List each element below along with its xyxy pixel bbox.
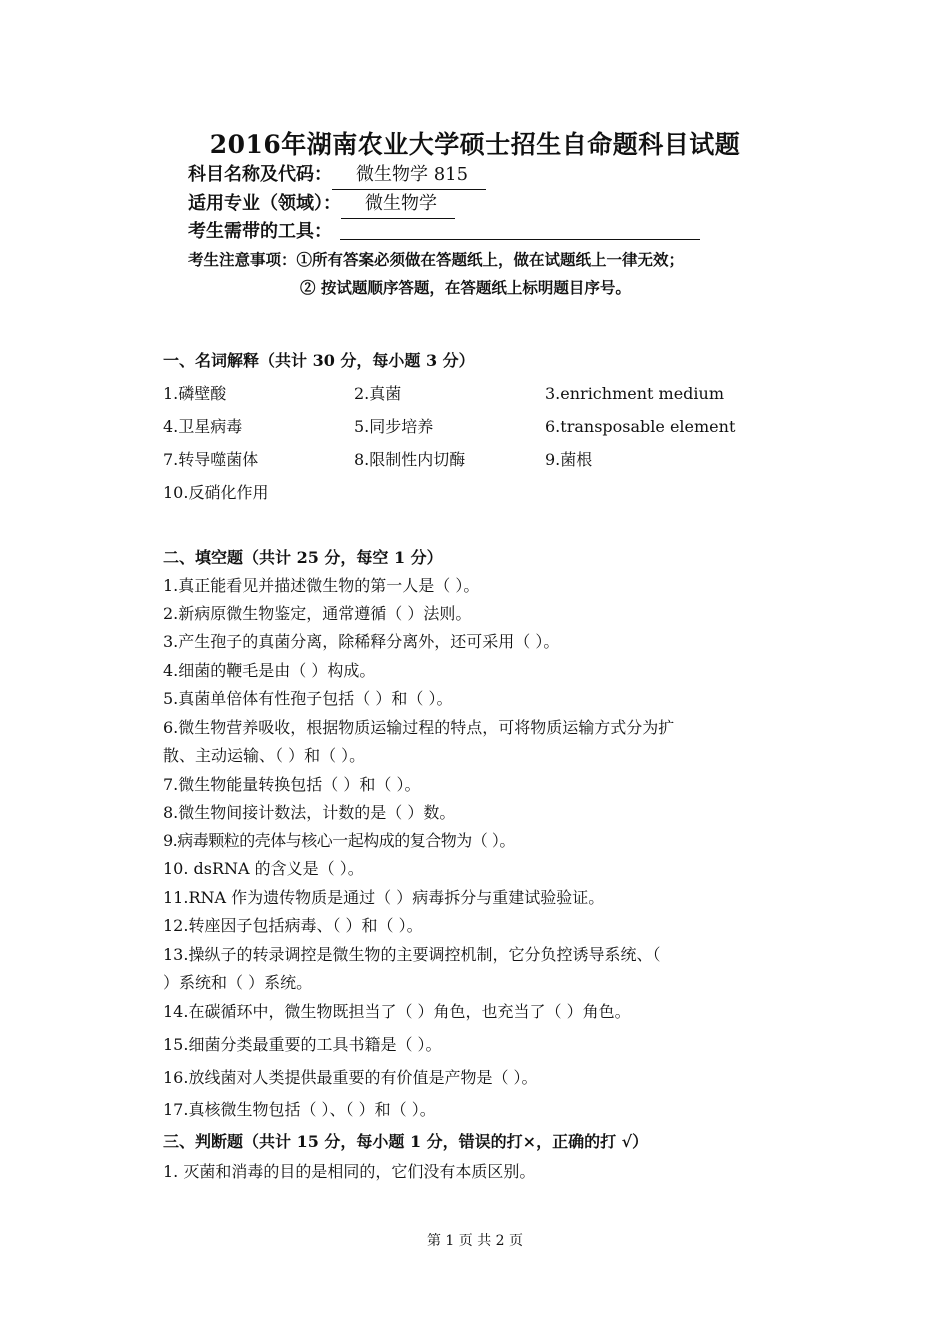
fill-question: 15.细菌分类最重要的工具书籍是（ ）。 [163, 1035, 442, 1054]
tools-blank [340, 219, 700, 240]
fill-question: 13.操纵子的转录调控是微生物的主要调控机制，它分负控诱导系统、（ [163, 945, 661, 964]
fill-question: 14.在碳循环中，微生物既担当了（ ）角色，也充当了（ ）角色。 [163, 1002, 631, 1021]
subject-row [188, 161, 486, 190]
judge-question: 1. 灭菌和消毒的目的是相同的，它们没有本质区别。 [163, 1162, 536, 1181]
fill-question: 8.微生物间接计数法，计数的是（ ）数。 [163, 803, 456, 822]
section-3-title: 三、判断题（共计 15 分，每小题 1 分，错误的打×，正确的打 √） [163, 1132, 649, 1151]
subject-value: 微生物学 815 [332, 161, 486, 190]
term-item: 1.磷壁酸 [163, 384, 227, 403]
major-row [188, 190, 455, 219]
tools-row [188, 218, 700, 246]
fill-question: 16.放线菌对人类提供最重要的有价值是产物是（ ）。 [163, 1068, 538, 1087]
term-item: 2.真菌 [354, 384, 402, 403]
term-item: 7.转导噬菌体 [163, 450, 259, 469]
notice-line-1: 考生注意事项：①所有答案必须做在答题纸上，做在试题纸上一律无效； [188, 250, 685, 269]
section-2-title: 二、填空题（共计 25 分，每空 1 分） [163, 548, 443, 567]
exam-title: 2016年湖南农业大学硕士招生自命题科目试题 [209, 130, 741, 159]
tools-label: 考生需带的工具： [188, 221, 332, 242]
notice-line-2: ② 按试题顺序答题，在答题纸上标明题目序号。 [300, 278, 631, 297]
fill-question: 11.RNA 作为遗传物质是通过（ ）病毒拆分与重建试验验证。 [163, 888, 605, 907]
fill-question: 10. dsRNA 的含义是（ ）。 [163, 859, 364, 878]
major-label: 适用专业（领域）： [188, 193, 341, 214]
page-number: 第 1 页 共 2 页 [426, 1233, 524, 1249]
major-value: 微生物学 [341, 190, 455, 219]
fill-question: 4.细菌的鞭毛是由（ ）构成。 [163, 661, 376, 680]
fill-question: 5.真菌单倍体有性孢子包括（ ）和（ ）。 [163, 689, 453, 708]
fill-question: 17.真核微生物包括（ ）、（ ）和（ ）。 [163, 1100, 436, 1119]
fill-question: 2.新病原微生物鉴定，通常遵循（ ）法则。 [163, 604, 472, 623]
fill-question: 7.微生物能量转换包括（ ）和（ ）。 [163, 775, 421, 794]
fill-question: 9.病毒颗粒的壳体与核心一起构成的复合物为（ ）。 [163, 831, 515, 850]
term-item: 10.反硝化作用 [163, 483, 269, 502]
term-item: 9.菌根 [545, 450, 593, 469]
subject-label: 科目名称及代码： [188, 164, 332, 185]
term-item: 8.限制性内切酶 [354, 450, 466, 469]
term-item: 4.卫星病毒 [163, 417, 243, 436]
fill-question: 1.真正能看见并描述微生物的第一人是（ ）。 [163, 576, 480, 595]
section-1-title: 一、名词解释（共计 30 分，每小题 3 分） [163, 351, 475, 370]
fill-question: 6.微生物营养吸收，根据物质运输过程的特点，可将物质运输方式分为扩 [163, 718, 675, 737]
term-item: 3.enrichment medium [545, 384, 725, 403]
term-item: 5.同步培养 [354, 417, 434, 436]
fill-question: ）系统和（ ）系统。 [163, 973, 313, 992]
fill-question: 12.转座因子包括病毒、（ ）和（ ）。 [163, 916, 423, 935]
term-item: 6.transposable element [545, 417, 736, 436]
fill-question: 散、主动运输、（ ）和（ ）。 [163, 746, 366, 765]
fill-question: 3.产生孢子的真菌分离，除稀释分离外，还可采用（ ）。 [163, 632, 560, 651]
